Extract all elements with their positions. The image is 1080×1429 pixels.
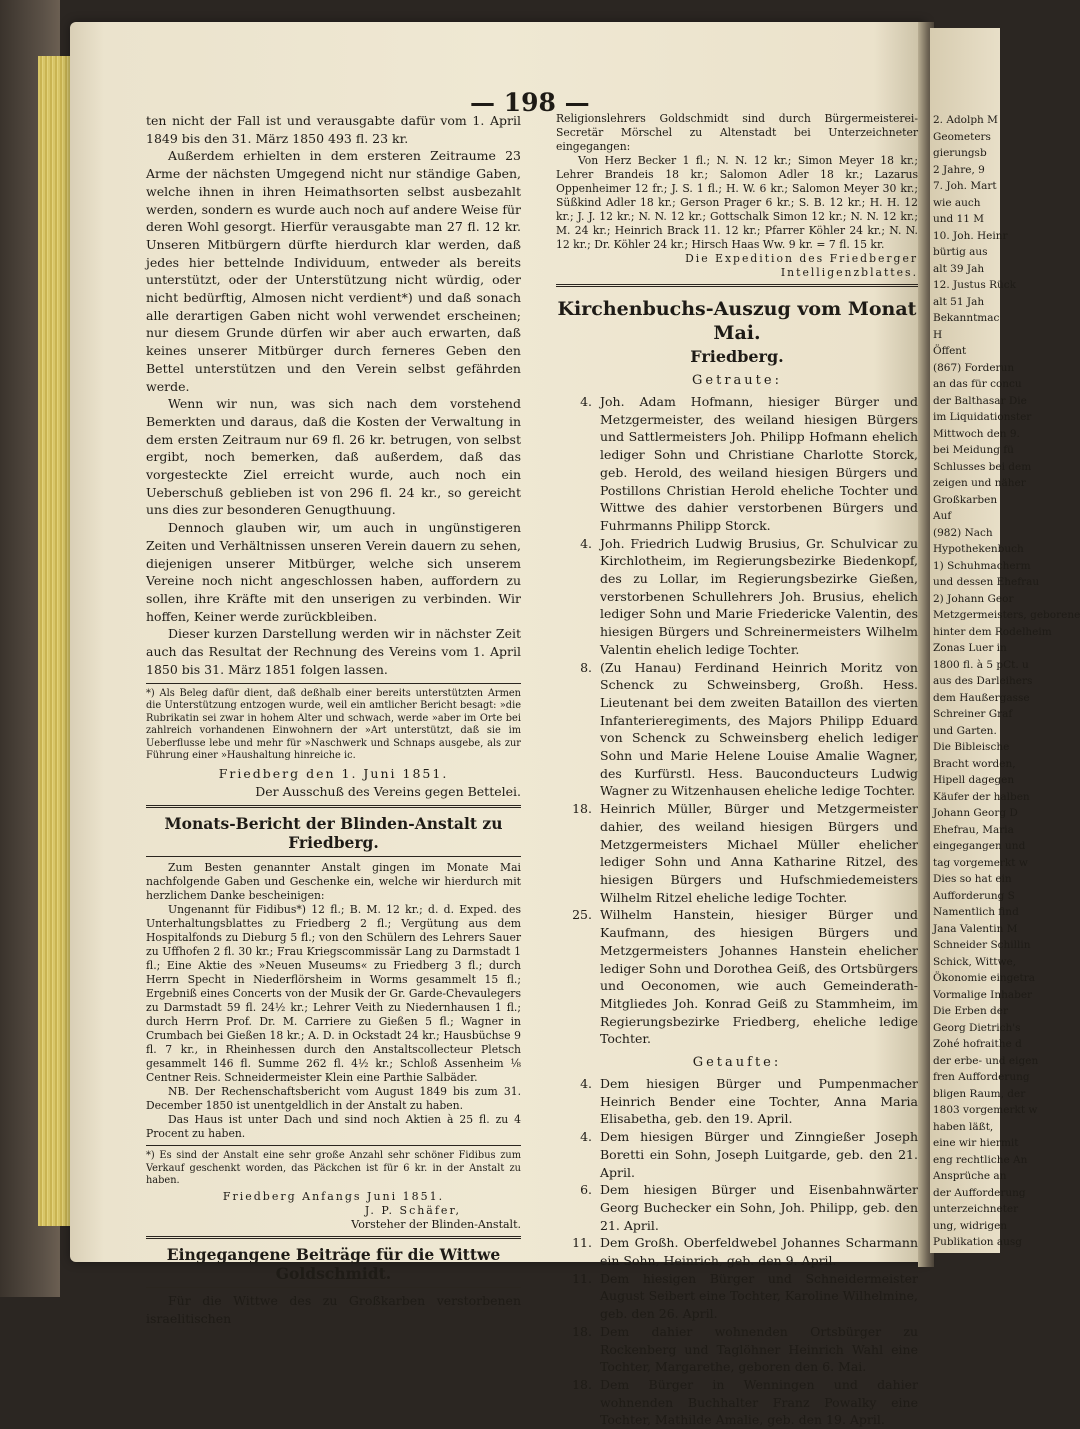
- facing-page-line: aus des Darleihers: [933, 675, 1033, 687]
- divider: [146, 1145, 521, 1146]
- left-column: [146, 112, 521, 1326]
- facing-page-line: der erbe- und eigen: [933, 1054, 1039, 1067]
- divider: [146, 683, 521, 684]
- register-entry: [556, 1376, 918, 1429]
- entry-day: 11.: [572, 1235, 592, 1251]
- section-heading: Kirchenbuchs-Auszug vom Monat Mai.: [557, 298, 917, 344]
- note: NB. Der Rechenschaftsbericht vom August 1849 bis zum 31. December 1850 ist unentgeldlich in der Anstalt zu haben.: [146, 1085, 521, 1113]
- section-heading: Eingegangene Beiträge für die Wittwe Goldschmidt.: [166, 1244, 501, 1283]
- facing-page-line: 10. Joh. Heinr: [933, 229, 1008, 242]
- facing-page-line: Bekanntmac: [933, 312, 1000, 324]
- entry-text: Joh. Friedrich Ludwig Brusius, Gr. Schulvicar zu Kirchlotheim, im Regierungsbezirke Biedenkopf, des zu Lollar, im Regierungsbezirke Gießen, verstorbenen Schullehrers Joh. Brusius, ehelich lediger Sohn und Marie Friedericke Valentin, des hiesigen Bürgers und Schreinermeisters Wilhelm Valentin ehelich ledige Tochter.: [600, 535, 918, 657]
- facing-page-line: haben läßt,: [933, 1120, 994, 1133]
- signature: Der Ausschuß des Vereins gegen Bettelei.: [255, 784, 521, 800]
- facing-page-line: Die Bibleische: [933, 741, 1010, 753]
- paragraph: Zum Besten genannter Anstalt gingen im Monate Mai nachfolgende Gaben und Geschenke ein, welche wir hierdurch mit herzlichem Danke bescheinigen:: [146, 861, 521, 903]
- dateline: Friedberg Anfangs Juni 1851.: [222, 1189, 445, 1203]
- paragraph: ten nicht der Fall ist und verausgabte dafür vom 1. April 1849 bis den 31. März 1850 493 fl. 23 kr.: [146, 113, 521, 146]
- section-divider: [146, 805, 521, 808]
- facing-page-line: Vormalige Inhaber: [933, 988, 1033, 1001]
- register-entry: [556, 800, 918, 906]
- facing-page-line: Käufer der halben: [933, 790, 1030, 803]
- facing-page-line: Dies so hat ein: [933, 873, 1012, 885]
- facing-page-line: Mittwoch den 9.: [933, 427, 1020, 440]
- facing-page-line: und Garten.: [933, 724, 997, 737]
- dateline: Friedberg den 1. Juni 1851.: [218, 766, 449, 782]
- facing-page-line: Johann Georg D: [933, 807, 1018, 819]
- facing-page-line: 2 Jahre, 9: [933, 163, 985, 176]
- facing-page-line: H: [933, 328, 943, 341]
- facing-page-line: alt 51 Jah: [933, 295, 985, 308]
- divider: [146, 856, 521, 857]
- register-entry: [556, 1270, 918, 1323]
- entry-text: Dem dahier wohnenden Ortsbürger zu Rockenberg und Taglöhner Heinrich Wahl eine Tochter, Margarethe, geboren den 6. Mai.: [600, 1323, 918, 1375]
- entry-text: Dem Bürger in Wenningen und dahier wohnenden Buchhalter Franz Powalky eine Tochter, Mathilde Amalie, geb. den 19. April.: [600, 1376, 918, 1428]
- facing-page-line: und 11 M: [933, 213, 985, 225]
- facing-page-line: dem Haußergasse: [933, 691, 1030, 704]
- facing-page-line: alt 39 Jah: [933, 262, 985, 275]
- register-entry: [556, 659, 918, 801]
- entry-day: 4.: [580, 1129, 592, 1145]
- signature-title: Vorsteher der Blinden-Anstalt.: [351, 1217, 521, 1231]
- register-entry: [556, 1181, 918, 1234]
- signature-name: J. P. Schäfer,: [364, 1203, 461, 1217]
- facing-page-line: eine wir hiermit: [933, 1137, 1019, 1149]
- facing-page-line: 1803 vorgemerkt w: [933, 1104, 1038, 1116]
- facing-page-line: Namentlich find: [933, 906, 1019, 918]
- register-entry: [556, 1128, 918, 1181]
- facing-page-line: (867) Forderun: [933, 361, 1015, 374]
- subsection-heading: Getaufte:: [692, 1055, 782, 1071]
- facing-page-line: 2) Johann Geor: [933, 592, 1014, 605]
- facing-page-line: unterzeichneter: [933, 1203, 1019, 1215]
- facing-page-line: Zohé hofraithe d: [933, 1038, 1022, 1050]
- facing-page-line: Publikation ausg: [933, 1236, 1023, 1248]
- facing-page-line: Ansprüche an: [933, 1170, 1007, 1182]
- paragraph: Religionslehrers Goldschmidt sind durch Bürgermeisterei-Secretär Mörschel zu Altenstadt bei Unterzeichneter eingegangen:: [556, 112, 918, 153]
- facing-page-line: bei Meidung fü: [933, 444, 1014, 456]
- register-entry: [556, 393, 918, 535]
- facing-page-edge: [930, 28, 1080, 1253]
- facing-page-line: Schlusses bei dem: [933, 460, 1032, 473]
- section-heading: Monats-Bericht der Blinden-Anstalt zu Friedberg.: [164, 814, 503, 853]
- facing-page-line: fren Aufforderung: [933, 1071, 1030, 1083]
- facing-page-line: Ehefrau, Maria: [933, 823, 1014, 836]
- entry-text: Wilhelm Hanstein, hiesiger Bürger und Kaufmann, des hiesigen Bürgers und Metzgermeisters Johannes Hanstein ehelicher lediger Sohn und Dorothea Geiß, des Ortsbürgers und Oeconomen, wie auch Gemeinderath-Mitgliedes Joh. Konrad Geiß zu Stammheim, im Regierungsbezirke Friedberg, eheliche ledige Tochter.: [600, 907, 918, 1047]
- facing-page-line: eng rechtliche An: [933, 1153, 1028, 1166]
- footnote: *) Als Beleg dafür dient, daß deßhalb einer bereits unterstützten Armen die Unterstützung entzogen wurde, weil ein amtlicher Bericht besagt: »die Rubrikatin sei zwar in hohem Alter und schwach, werde »aber im Orte bei zahlreich vorhandenen Einwohnern der »Art unterstützt, daß sie im Ueberflusse lebe und mehr für »Naschwerk und Schnaps ausgebe, als zur Führung einer »Haushaltung hinreiche ic.: [146, 687, 521, 762]
- facing-page-line: zeigen und näher: [933, 477, 1026, 489]
- facing-page-line: Georg Dietrich's: [933, 1021, 1021, 1034]
- facing-page-line: Auf: [933, 510, 952, 522]
- marriage-list: [556, 393, 918, 1048]
- facing-page-line: Jana Valentin M: [933, 922, 1018, 935]
- facing-page-line: Zonas Luer in: [933, 642, 1007, 654]
- entry-text: Dem hiesigen Bürger und Zinngießer Joseph Boretti ein Sohn, Joseph Luitgarde, geb. den 21. April.: [600, 1129, 918, 1180]
- entry-text: Dem Großh. Oberfeldwebel Johannes Scharmann ein Sohn, Heinrich, geb. den 9. April.: [600, 1235, 918, 1269]
- register-entry: [556, 1075, 918, 1128]
- facing-page-line: Hipell dagegen: [933, 774, 1015, 786]
- entry-day: 6.: [580, 1182, 592, 1198]
- facing-page-line: bligen Raum, der: [933, 1087, 1026, 1100]
- entry-day: 4.: [580, 1076, 592, 1092]
- page-number: — 198 —: [470, 88, 590, 117]
- entry-day: 11.: [572, 1270, 592, 1286]
- facing-page-line: Schreiner Graf: [933, 708, 1013, 720]
- facing-page-line: der Balthasar Die: [933, 394, 1027, 407]
- entry-text: Heinrich Müller, Bürger und Metzgermeister dahier, des weiland hiesigen Bürgers und Metzgermeisters Michael Müller ehelicher lediger Sohn und Anna Katharine Ritzel, des hiesigen Bürgers und Hufschmiedemeisters Wilhelm Ritzel eheliche ledige Tochter.: [600, 801, 918, 905]
- paragraph: Dieser kurzen Darstellung werden wir in nächster Zeit auch das Resultat der Rechnung des Vereins vom 1. April 1850 bis 31. März 1851 folgen lassen.: [146, 626, 521, 677]
- entry-day: 8.: [580, 659, 592, 675]
- facing-page-line: Bracht worden,: [933, 757, 1016, 770]
- facing-page-line: (982) Nach: [933, 526, 993, 539]
- facing-page-line: Ökonomie eingetra: [933, 972, 1036, 984]
- facing-page-line: der Aufforderung: [933, 1186, 1026, 1199]
- right-column: [556, 112, 918, 1428]
- entry-day: 25.: [572, 907, 592, 923]
- facing-page-line: und dessen Ehefrau: [933, 576, 1040, 588]
- facing-page-line: Schick, Wittwe,: [933, 955, 1017, 968]
- paragraph: Wenn wir nun, was sich nach dem vorstehend Bemerkten und daraus, daß die Kosten der Verwaltung in dem ersten Zeitraum nur 69 fl. 26 kr. betrugen, von selbst ergibt, noch bemerken, daß außerdem, daß das vorgesteckte Ziel erreicht wurde, auch noch ein Ueberschuß geblieben ist von 296 fl. 24 kr., so gereicht uns dies zur besonderen Genugthuung.: [146, 396, 521, 518]
- facing-page-line: wie auch: [933, 196, 981, 209]
- donation-list: Ungenannt für Fidibus*) 12 fl.; B. M. 12 kr.; d. d. Exped. des Unterhaltungsblattes zu Friedberg 2 fl.; Vergütung aus dem Hospitalfonds zu Dieburg 5 fl.; von den Schülern des Lehrers Sauer zu Uffhofen 2 fl. 30 kr.; Frau Kriegscommissär Lang zu Darmstadt 1 fl.; Eine Aktie des »Neuen Museums« zu Friedberg 3 fl.; durch Herrn Specht in Niederflörsheim in Worms gesammelt 15 fl.; Ergebniß eines Concerts von der Musik der Gr. Garde-Chevaulegers zu Darmstadt 59 fl. 24½ kr.; Lehrer Veith zu Niedernhausen 1 fl.; durch Herrn Prof. Dr. M. Carriere zu Gießen 5 fl.; Wagner in Crumbach bei Gießen 18 kr.; A. D. in Ockstadt 24 kr.; Hausbüchse 9 fl. 7 kr., in Rheinhessen durch den Anstaltscollecteur Pletsch gesammelt 146 fl. Summe 262 fl. 4½ kr.; Schloß Assenheim ⅛ Centner Reis. Schneidermeister Klein eine Parthie Salbäder.: [146, 903, 521, 1085]
- signature: Die Expedition des Friedberger Intelligenzblattes.: [685, 252, 918, 279]
- entry-text: Dem hiesigen Bürger und Schneidermeister August Seibert eine Tochter, Karoline Wilhelmine, geb. den 26. April.: [600, 1270, 918, 1322]
- entry-text: (Zu Hanau) Ferdinand Heinrich Moritz von Schenck zu Schweinsberg, Großh. Hess. Lieutenant bei dem zweiten Bataillon des vierten Infanterieregiments, des Majors Philipp Eduard von Schenck zu Schweinsberg ehelich lediger Sohn und Marie Helene Louise Amalie Wagner, des Kurfürstl. Hess. Bauconducteurs Ludwig Wagner zu Witzenhausen eheliche ledige Tochter.: [600, 659, 918, 799]
- entry-day: 18.: [572, 1376, 592, 1392]
- facing-page-line: Geometers: [933, 130, 991, 143]
- paragraph: Für die Wittwe des zu Großkarben verstorbenen israelitischen: [146, 1292, 521, 1326]
- facing-page-line: bürtig aus: [933, 246, 988, 258]
- facing-page-line: 1) Schuhmacherm: [933, 559, 1031, 572]
- paragraph: Dennoch glauben wir, um auch in ungünstigeren Zeiten und Verhältnissen unseren Verein dauern zu sehen, diejenigen unserer Mitbürger, welche sich unserem Vereine noch nicht angeschlossen haben, auffordern zu sollen, ihre Kräfte mit den unserigen zu verbinden. Wir hoffen, Keiner werde zurückbleiben.: [146, 520, 521, 624]
- entry-day: 18.: [572, 801, 592, 817]
- register-entry: [556, 535, 918, 659]
- footnote: *) Es sind der Anstalt eine sehr große Anzahl sehr schöner Fidibus zum Verkauf geschenkt worden, das Päckchen ist für 6 kr. in der Anstalt zu haben.: [146, 1150, 521, 1187]
- page-edges: [38, 56, 74, 1226]
- divider: [146, 1287, 521, 1288]
- place-heading: Friedberg.: [690, 347, 784, 366]
- facing-page-line: Die Erben der: [933, 1005, 1009, 1017]
- facing-page-line: 2. Adolph M: [933, 114, 998, 126]
- register-entry: [556, 1323, 918, 1376]
- facing-page-line: Großkarben: [933, 493, 998, 506]
- baptism-list: [556, 1075, 918, 1429]
- facing-page-line: Aufforderung S: [933, 889, 1015, 902]
- facing-page-line: 1800 fl. à 5 pCt. u: [933, 658, 1029, 671]
- facing-page-line: 12. Justus Rück: [933, 279, 1017, 291]
- paragraph: Außerdem erhielten in dem ersteren Zeitraume 23 Arme der nächsten Umgegend nicht nur ständige Gaben, welche ihnen in ihren Heimathsorten selbst ausbezahlt werden, sondern es wurde auch noch auf andere Weise für deren Wohl gesorgt. Hierfür verausgabte man 27 fl. 12 kr. Unseren Mitbürgern dürfte hierdurch klar werden, daß jedes hier bettelnde Individuum, entweder als bereits unterstützt, oder der Unterstützung nicht würdig, oder nicht bedürftig, Almosen nicht verdient*) und daß sonach alle derartigen Gaben nicht wohl verwendet erscheinen; nur diesem Grunde dürfen wir aber auch erwarten, daß keines unserer Mitbürger durch ferneres Geben den Bettel unterstützen und den Verein selbst gefährden werde.: [146, 148, 521, 394]
- facing-page-line: Schneider Schillin: [933, 939, 1031, 951]
- subsection-heading: Getraute:: [692, 373, 782, 388]
- section-divider: [146, 1236, 521, 1239]
- facing-page-text: [930, 28, 1080, 1251]
- facing-page-line: eingegangen und: [933, 840, 1026, 852]
- entry-day: 4.: [580, 394, 592, 409]
- facing-page-line: 7. Joh. Mart: [933, 180, 997, 192]
- facing-page-line: an das für concu: [933, 378, 1022, 390]
- facing-page-line: tag vorgemerkt w: [933, 856, 1028, 869]
- contribution-list: Von Herz Becker 1 fl.; N. N. 12 kr.; Simon Meyer 18 kr.; Lehrer Brandeis 18 kr.; Salomon Adler 18 kr.; Lazarus Oppenheimer 12 fr.; J. S. 1 fl.; H. W. 6 kr.; Salomon Meyer 30 kr.; Süßkind Adler 18 kr.; Gerson Prager 6 kr.; S. B. 12 kr.; H. H. 12 kr.; J. J. 12 kr.; N. N. 12 kr.; Gottschalk Simon 12 kr.; N. N. 12 kr.; M. 24 kr.; Heinrich Brack 11. 12 kr.; Pfarrer Köhler 24 kr.; N. N. 12 kr.; Dr. Köhler 24 kr.; Hirsch Haas Ww. 9 kr. = 7 fl. 15 kr.: [556, 154, 918, 251]
- entry-text: Joh. Adam Hofmann, hiesiger Bürger und Metzgermeister, des weiland hiesigen Bürgers und Sattlermeisters Joh. Philipp Hofmann ehelich lediger Sohn und Christiane Charlotte Storck, geb. Herold, des weiland hiesigen Bürgers und Postillons Christian Herold eheliche Tochter und Wittwe des dahier verstorbenen Bürgers und Fuhrmanns Philipp Storck.: [600, 394, 918, 533]
- section-divider: [556, 284, 918, 287]
- entry-text: Dem hiesigen Bürger und Eisenbahnwärter Georg Buchecker ein Sohn, Joh. Philipp, geb. den 21. April.: [600, 1182, 918, 1233]
- entry-day: 4.: [580, 535, 592, 551]
- facing-page-line: Öffent: [933, 345, 967, 357]
- facing-page-line: im Liquidationster: [933, 411, 1032, 423]
- facing-page-line: Hypothekenbuch: [933, 543, 1024, 555]
- register-entry: [556, 1234, 918, 1269]
- facing-page-line: ung, widrigen: [933, 1219, 1008, 1232]
- note: Das Haus ist unter Dach und sind noch Aktien à 25 fl. zu 4 Procent zu haben.: [146, 1113, 521, 1141]
- facing-page-line: Metzgermeisters, geborene: [933, 609, 1080, 621]
- entry-text: Dem hiesigen Bürger und Pumpenmacher Heinrich Bender eine Tochter, Anna Maria Elisabetha, geb. den 19. April.: [600, 1076, 918, 1127]
- entry-day: 18.: [572, 1323, 592, 1339]
- facing-page-line: hinter dem Rodelheim: [933, 625, 1052, 638]
- register-entry: [556, 906, 918, 1048]
- facing-page-line: gierungsb: [933, 147, 987, 159]
